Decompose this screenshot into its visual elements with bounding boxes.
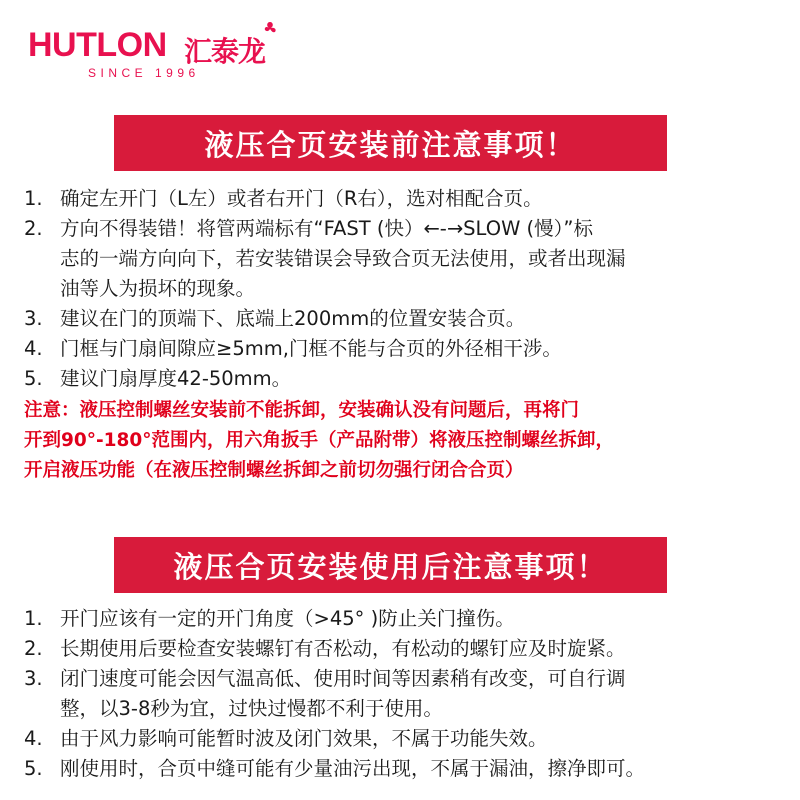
item-number: 4. bbox=[24, 337, 43, 360]
item-number: 2. bbox=[24, 637, 43, 660]
item-text: 门框与门扇间隙应≥5mm,门框不能与合页的外径相干涉。 bbox=[60, 337, 562, 360]
warning-note-line: 开启液压功能（在液压控制螺丝拆卸之前切勿强行闭合合页） bbox=[24, 460, 524, 481]
item-number: 1. bbox=[24, 187, 43, 210]
list-item bbox=[24, 364, 784, 394]
brand-since: SINCE 1996 bbox=[88, 66, 200, 80]
item-text: 由于风力影响可能暂时波及闭门效果，不属于功能失效。 bbox=[60, 727, 548, 750]
flower-icon bbox=[260, 20, 280, 40]
list-item bbox=[24, 334, 784, 364]
warning-note-line: 注意：液压控制螺丝安装前不能拆卸，安装确认没有问题后，再将门 bbox=[24, 400, 580, 421]
list-item-continuation bbox=[24, 274, 784, 304]
item-number: 2. bbox=[24, 217, 43, 240]
list-item-continuation bbox=[24, 694, 784, 724]
item-text: 建议门扇厚度42-50mm。 bbox=[60, 367, 292, 390]
item-text: 开门应该有一定的开门角度（>45° )防止关门撞伤。 bbox=[60, 607, 515, 630]
list-item bbox=[24, 634, 784, 664]
item-text: 刚使用时，合页中缝可能有少量油污出现，不属于漏油，擦净即可。 bbox=[60, 757, 646, 780]
item-number: 3. bbox=[24, 307, 43, 330]
list-item bbox=[24, 304, 784, 334]
brand-name: HUTLON bbox=[28, 26, 167, 64]
item-number: 1. bbox=[24, 607, 43, 630]
brand-logo bbox=[28, 20, 288, 84]
item-text: 方向不得装错！将管两端标有“FAST (快）←-→SLOW (慢）”标 bbox=[60, 217, 594, 240]
item-text: 建议在门的顶端下、底端上200mm的位置安装合页。 bbox=[60, 307, 526, 330]
list-item bbox=[24, 754, 784, 784]
item-text: 确定左开门（L左）或者右开门（R右），选对相配合页。 bbox=[60, 187, 543, 210]
list-item bbox=[24, 724, 784, 754]
section2-list bbox=[24, 604, 784, 784]
list-item bbox=[24, 604, 784, 634]
section2-title-banner: 液压合页安装使用后注意事项！ bbox=[114, 537, 667, 593]
list-item bbox=[24, 664, 784, 694]
list-item-continuation bbox=[24, 244, 784, 274]
item-text: 整，以3-8秒为宜，过快过慢都不利于使用。 bbox=[60, 697, 443, 720]
item-text: 闭门速度可能会因气温高低、使用时间等因素稍有改变，可自行调 bbox=[60, 667, 626, 690]
warning-note bbox=[24, 396, 784, 486]
item-number: 3. bbox=[24, 667, 43, 690]
warning-note-line: 开到90°-180°范围内，用六角扳手（产品附带）将液压控制螺丝拆卸， bbox=[24, 430, 615, 451]
list-item bbox=[24, 184, 784, 214]
item-text: 长期使用后要检查安装螺钉有否松动，有松动的螺钉应及时旋紧。 bbox=[60, 637, 626, 660]
section1-title-banner: 液压合页安装前注意事项！ bbox=[114, 115, 667, 171]
item-text: 油等人为损坏的现象。 bbox=[60, 277, 256, 300]
item-text: 志的一端方向向下，若安装错误会导致合页无法使用，或者出现漏 bbox=[60, 247, 626, 270]
brand-name-cn: 汇泰龙 bbox=[184, 35, 266, 68]
item-number: 5. bbox=[24, 757, 43, 780]
item-number: 5. bbox=[24, 367, 43, 390]
section1-list bbox=[24, 184, 784, 394]
item-number: 4. bbox=[24, 727, 43, 750]
list-item bbox=[24, 214, 784, 244]
